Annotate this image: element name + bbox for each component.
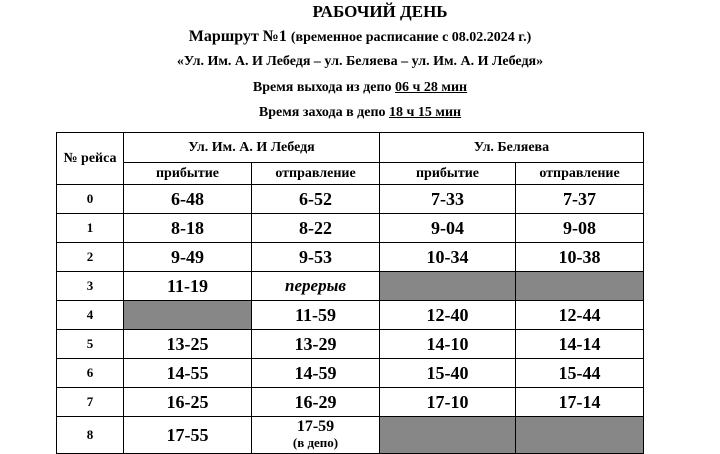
trip-number: 0 [57, 185, 124, 214]
stop2-arrival: 17-10 [380, 388, 516, 417]
table-row [57, 359, 644, 388]
trip-number: 2 [57, 243, 124, 272]
stop2-departure-header: отправление [516, 163, 644, 185]
stop2-departure: 17-14 [516, 388, 644, 417]
stop2-arrival: 14-10 [380, 330, 516, 359]
stop1-arrival-header: прибытие [124, 163, 252, 185]
table-row [57, 272, 644, 301]
stop2-departure: 15-44 [516, 359, 644, 388]
stop2-header: Ул. Беляева [380, 133, 644, 163]
stop1-departure: 11-59 [252, 301, 380, 330]
table-row [57, 417, 644, 454]
trip-number: 3 [57, 272, 124, 301]
table-row [57, 388, 644, 417]
stop2-arrival: 9-04 [380, 214, 516, 243]
stop2-departure: 14-14 [516, 330, 644, 359]
stop1-arrival: 13-25 [124, 330, 252, 359]
trip-number: 4 [57, 301, 124, 330]
stop1-departure-header: отправление [252, 163, 380, 185]
trip-number: 5 [57, 330, 124, 359]
depot-return [0, 105, 720, 121]
departure-time: 17-59 [296, 418, 335, 435]
blank-cell [516, 272, 644, 301]
stop1-arrival: 6-48 [124, 185, 252, 214]
stop1-arrival: 17-55 [124, 417, 252, 454]
table-row [57, 301, 644, 330]
stop2-arrival: 10-34 [380, 243, 516, 272]
stop2-departure: 9-08 [516, 214, 644, 243]
table-subheader-row [57, 163, 644, 185]
trip-number: 7 [57, 388, 124, 417]
route-path: «Ул. Им. А. И Лебедя – ул. Беляева – ул. Им. А. И Лебедя» [176, 54, 544, 69]
route-main: Маршрут №1 [188, 28, 287, 45]
table-row [57, 185, 644, 214]
stop1-departure: 14-59 [252, 359, 380, 388]
stop1-departure: 16-29 [252, 388, 380, 417]
trip-number: 6 [57, 359, 124, 388]
stop2-departure: 7-37 [516, 185, 644, 214]
stop1-header: Ул. Им. А. И Лебедя [124, 133, 380, 163]
stop1-departure: 9-53 [252, 243, 380, 272]
stop1-departure: 8-22 [252, 214, 380, 243]
blank-cell [124, 301, 252, 330]
blank-cell [380, 272, 516, 301]
depot-note: (в депо) [292, 435, 339, 450]
table-row [57, 330, 644, 359]
stop1-departure: 6-52 [252, 185, 380, 214]
trip-number: 8 [57, 417, 124, 454]
table-row [57, 243, 644, 272]
stop1-arrival: 9-49 [124, 243, 252, 272]
stop2-arrival-header: прибытие [380, 163, 516, 185]
depart-time: 06 ч 28 мин [395, 80, 468, 95]
trip-number: 1 [57, 214, 124, 243]
stop2-departure: 10-38 [516, 243, 644, 272]
table-row [57, 214, 644, 243]
depart-label: Время выхода из депо [252, 80, 396, 95]
timetable [56, 132, 644, 454]
stop1-departure: 13-29 [252, 330, 380, 359]
stop2-arrival: 15-40 [380, 359, 516, 388]
stop2-arrival: 12-40 [380, 301, 516, 330]
return-label: Время захода в депо [258, 105, 390, 120]
blank-cell [516, 417, 644, 454]
blank-cell [380, 417, 516, 454]
trip-number-header: № рейса [57, 133, 124, 185]
page-title: РАБОЧИЙ ДЕНЬ [312, 2, 448, 21]
return-time: 18 ч 15 мин [389, 105, 462, 120]
route-line [0, 28, 720, 46]
stop1-arrival: 8-18 [124, 214, 252, 243]
depot-departure [0, 80, 720, 96]
stop1-arrival: 11-19 [124, 272, 252, 301]
stop2-arrival: 7-33 [380, 185, 516, 214]
break-label: перерыв [252, 272, 380, 301]
stop1-arrival: 14-55 [124, 359, 252, 388]
table-header-row [57, 133, 644, 163]
stop1-arrival: 16-25 [124, 388, 252, 417]
stop1-departure [252, 417, 380, 454]
stop2-departure: 12-44 [516, 301, 644, 330]
route-note: (временное расписание с 08.02.2024 г.) [290, 30, 532, 45]
